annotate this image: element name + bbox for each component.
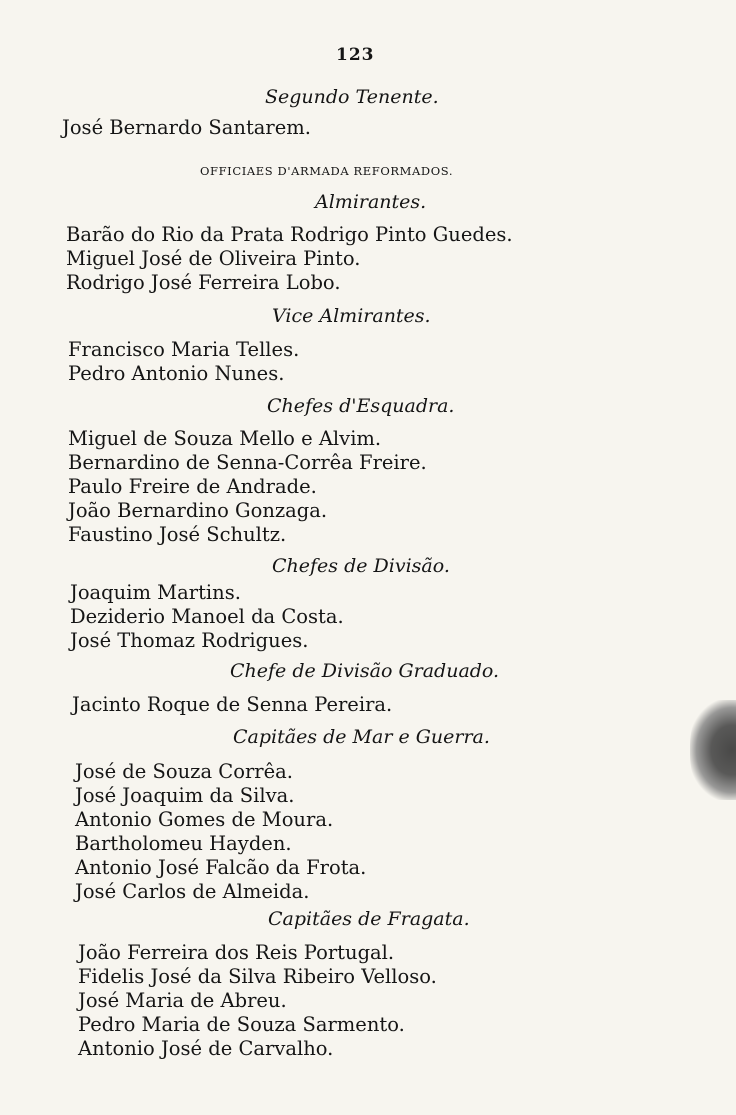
name-entry: Miguel de Souza Mello e Alvim. (68, 427, 382, 450)
name-entry: José Thomaz Rodrigues. (70, 629, 309, 652)
name-entry: Antonio José de Carvalho. (78, 1037, 334, 1060)
name-entry: Miguel José de Oliveira Pinto. (66, 247, 361, 270)
page-number: 123 (336, 45, 375, 65)
name-entry: Bernardino de Senna-Corrêa Freire. (68, 451, 427, 474)
section-heading: Chefe de Divisão Graduado. (230, 660, 500, 682)
name-entry: Joaquim Martins. (70, 581, 241, 604)
name-entry: João Bernardino Gonzaga. (68, 499, 328, 522)
name-entry: Barão do Rio da Prata Rodrigo Pinto Guedes. (66, 223, 513, 246)
name-entry: Antonio Gomes de Moura. (75, 808, 334, 831)
name-entry: Paulo Freire de Andrade. (68, 475, 317, 498)
section-heading: Capitães de Mar e Guerra. (233, 726, 490, 748)
name-entry: José Maria de Abreu. (78, 989, 287, 1012)
name-entry: José Bernardo Santarem. (62, 116, 311, 139)
name-entry: Fidelis José da Silva Ribeiro Velloso. (78, 965, 437, 988)
section-heading: Capitães de Fragata. (268, 908, 470, 930)
name-entry: José Carlos de Almeida. (75, 880, 310, 903)
section-heading: Chefes d'Esquadra. (267, 395, 455, 417)
name-entry: João Ferreira dos Reis Portugal. (78, 941, 395, 964)
section-heading: Segundo Tenente. (265, 86, 439, 108)
name-entry: Jacinto Roque de Senna Pereira. (72, 693, 393, 716)
name-entry: Pedro Maria de Souza Sarmento. (78, 1013, 405, 1036)
section-title: OFFICIAES D'ARMADA REFORMADOS. (200, 164, 454, 178)
section-heading: Vice Almirantes. (272, 305, 431, 327)
name-entry: Pedro Antonio Nunes. (68, 362, 285, 385)
section-heading: Almirantes. (315, 191, 427, 213)
name-entry: José de Souza Corrêa. (75, 760, 293, 783)
name-entry: José Joaquim da Silva. (75, 784, 295, 807)
name-entry: Bartholomeu Hayden. (75, 832, 292, 855)
name-entry: Francisco Maria Telles. (68, 338, 300, 361)
name-entry: Rodrigo José Ferreira Lobo. (66, 271, 341, 294)
name-entry: Antonio José Falcão da Frota. (75, 856, 367, 879)
name-entry: Faustino José Schultz. (68, 523, 287, 546)
section-heading: Chefes de Divisão. (272, 555, 450, 577)
page-edge-smudge (690, 700, 736, 800)
name-entry: Deziderio Manoel da Costa. (70, 605, 344, 628)
